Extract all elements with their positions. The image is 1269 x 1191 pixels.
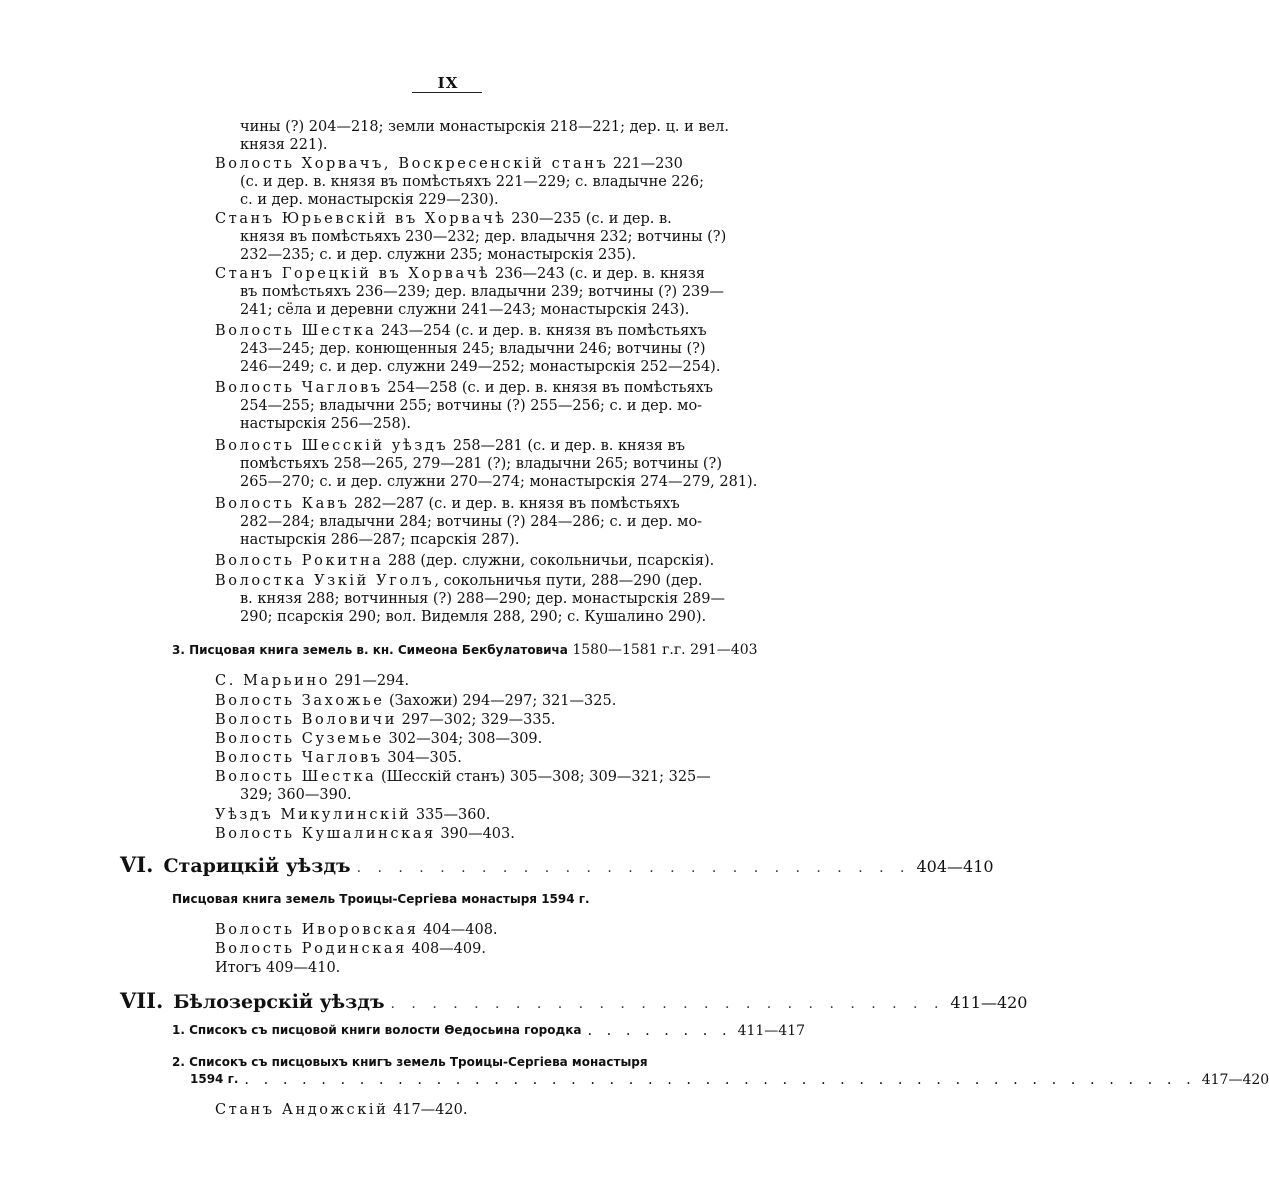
chapter-7-item-2: 2. Списокъ съ писцовыхъ книгъ земель Троицы-Сергіева монастыря: [172, 1055, 648, 1069]
toc-line: в. князя 288; вотчинныя (?) 288—290; дер. монастырскія 289—: [240, 591, 725, 607]
entry-name: Итогъ: [215, 960, 262, 976]
chapter-6-book: Писцовая книга земель Троицы-Сергіева монастыря 1594 г.: [172, 892, 590, 906]
toc-entry: Волость Кушалинская 390—403.: [215, 826, 515, 842]
entry-name: Волость Чагловъ: [215, 380, 383, 396]
chapter-6-heading: [120, 852, 994, 878]
entry-name: Волость Рокитна: [215, 553, 384, 569]
entry-name: Волость Кушалинская: [215, 826, 436, 842]
toc-entry: Волость Шесскій уѣздъ 258—281 (с. и дер. в. князя въ: [215, 438, 685, 454]
section-3-heading: 3. Писцовая книга земель в. кн. Симеона Бекбулатовича 1580—1581 г.г. 291—403: [172, 642, 758, 658]
entry-name: Волость Суземье: [215, 731, 384, 747]
leader-dots: . . . . . . . . . . . . . . . . . . . . . . . . . . .: [356, 860, 911, 876]
toc-entry: Волость Родинская 408—409.: [215, 941, 486, 957]
toc-line: 254—255; владычни 255; вотчины (?) 255—256; с. и дер. мо-: [240, 398, 703, 414]
toc-line: 290; псарскія 290; вол. Видемля 288, 290; с. Кушалино 290).: [240, 609, 707, 625]
entry-name: Волость Иворовская: [215, 922, 419, 938]
toc-entry: Итогъ 409—410.: [215, 960, 341, 976]
entry-name: Станъ Горецкій въ Хорвачѣ: [215, 266, 491, 282]
entry-name: Волостка Узкій Уголъ: [215, 573, 435, 589]
toc-entry: Волость Кавъ 282—287 (с. и дер. в. князя въ помѣстьяхъ: [215, 496, 680, 512]
entry-name: Волость Родинская: [215, 941, 407, 957]
page-number-rule: [412, 92, 482, 93]
toc-line: (с. и дер. в. князя въ помѣстьяхъ 221—229; с. владычне 226;: [240, 174, 704, 190]
toc-line: 243—245; дер. конющенныя 245; владычни 246; вотчины (?): [240, 341, 706, 357]
toc-entry: Волость Рокитна 288 (дер. служни, сокольничьи, псарскія).: [215, 553, 715, 569]
leader-dots: . . . . . . . .: [587, 1023, 732, 1039]
toc-entry: Волость Хорвачъ, Воскресенскій станъ 221—230: [215, 156, 683, 172]
entry-name: Волость Воловичи: [215, 712, 397, 728]
entry-name: Волость Кавъ: [215, 496, 350, 512]
chapter-pages: 404—410: [916, 857, 994, 876]
toc-entry: Волость Чагловъ 254—258 (с. и дер. в. князя въ помѣстьяхъ: [215, 380, 714, 396]
toc-entry: Волость Шестка 243—254 (с. и дер. в. князя въ помѣстьяхъ: [215, 323, 707, 339]
entry-name: Волость Захожье: [215, 693, 385, 709]
toc-line: 329; 360—390.: [240, 787, 352, 803]
entry-name: Волость Шестка: [215, 323, 377, 339]
toc-entry: Волость Шестка (Шесскій станъ) 305—308; 309—321; 325—: [215, 769, 711, 785]
entry-name: Станъ Андожскій: [215, 1102, 389, 1118]
toc-entry: Станъ Андожскій 417—420.: [215, 1102, 468, 1118]
toc-line: князя въ помѣстьяхъ 230—232; дер. владычня 232; вотчины (?): [240, 229, 727, 245]
chapter-numeral: VI.: [120, 852, 154, 877]
toc-line: въ помѣстьяхъ 236—239; дер. владычни 239; вотчины (?) 239—: [240, 284, 725, 300]
leader-dots: . . . . . . . . . . . . . . . . . . . . . . . . . . . . . . . . . . . . . . . . . . . . . . . . . .: [244, 1072, 1196, 1088]
chapter-7-item-1: 1. Списокъ съ писцовой книги волости Ѳедосьина городка . . . . . . . . 411—417: [172, 1023, 806, 1039]
toc-entry: Волость Воловичи 297—302; 329—335.: [215, 712, 556, 728]
toc-entry: Волость Захожье (Захожи) 294—297; 321—325.: [215, 693, 617, 709]
entry-name: Волость Шесскій уѣздъ: [215, 438, 449, 454]
toc-line: князя 221).: [240, 137, 328, 153]
toc-entry: Волость Иворовская 404—408.: [215, 922, 498, 938]
toc-entry: Волость Суземье 302—304; 308—309.: [215, 731, 543, 747]
chapter-title: Бѣлозерскій уѣздъ: [173, 991, 385, 1013]
chapter-7-item-2-cont: 1594 г. . . . . . . . . . . . . . . . . . . . . . . . . . . . . . . . . . . . . . . . . . . . . . . . . . . 417—420: [190, 1072, 1269, 1088]
entry-name: Волость Шестка: [215, 769, 377, 785]
toc-line: помѣстьяхъ 258—265, 279—281 (?); владычни 265; вотчины (?): [240, 456, 722, 472]
entry-name: Волость Хорвачъ, Воскресенскій станъ: [215, 156, 609, 172]
toc-line: 241; сёла и деревни служни 241—243; монастырскія 243).: [240, 302, 690, 318]
toc-line: 282—284; владычни 284; вотчины (?) 284—286; с. и дер. мо-: [240, 514, 703, 530]
entry-name: Волость Чагловъ: [215, 750, 383, 766]
entry-name: С. Марьино: [215, 673, 331, 689]
chapter-7-heading: [120, 988, 1028, 1014]
toc-entry: С. Марьино 291—294.: [215, 673, 410, 689]
toc-entry: Уѣздъ Микулинскій 335—360.: [215, 807, 491, 823]
toc-entry: Станъ Юрьевскій въ Хорвачѣ 230—235 (с. и дер. в.: [215, 211, 672, 227]
toc-line: 265—270; с. и дер. служни 270—274; монастырскія 274—279, 281).: [240, 474, 758, 490]
toc-line: настырскія 256—258).: [240, 416, 411, 432]
toc-line: с. и дер. монастырскія 229—230).: [240, 192, 499, 208]
entry-name: Станъ Юрьевскій въ Хорвачѣ: [215, 211, 507, 227]
toc-line: 246—249; с. и дер. служни 249—252; монастырскія 252—254).: [240, 359, 721, 375]
toc-line: чины (?) 204—218; земли монастырскія 218—221; дер. ц. и вел.: [240, 119, 729, 135]
toc-entry: Волость Чагловъ 304—305.: [215, 750, 462, 766]
toc-entry: Станъ Горецкій въ Хорвачѣ 236—243 (с. и дер. в. князя: [215, 266, 705, 282]
toc-line: настырскія 286—287; псарскія 287).: [240, 532, 520, 548]
chapter-pages: 411—420: [950, 993, 1028, 1012]
entry-name: Уѣздъ Микулинскій: [215, 807, 412, 823]
chapter-numeral: VII.: [120, 988, 164, 1013]
chapter-title: Старицкій уѣздъ: [163, 855, 351, 877]
toc-entry: Волостка Узкій Уголъ, сокольничья пути, 288—290 (дер.: [215, 573, 703, 589]
page-number: IX: [437, 74, 459, 92]
toc-line: 232—235; с. и дер. служни 235; монастырскія 235).: [240, 247, 637, 263]
leader-dots: . . . . . . . . . . . . . . . . . . . . . . . . . . .: [390, 996, 945, 1012]
